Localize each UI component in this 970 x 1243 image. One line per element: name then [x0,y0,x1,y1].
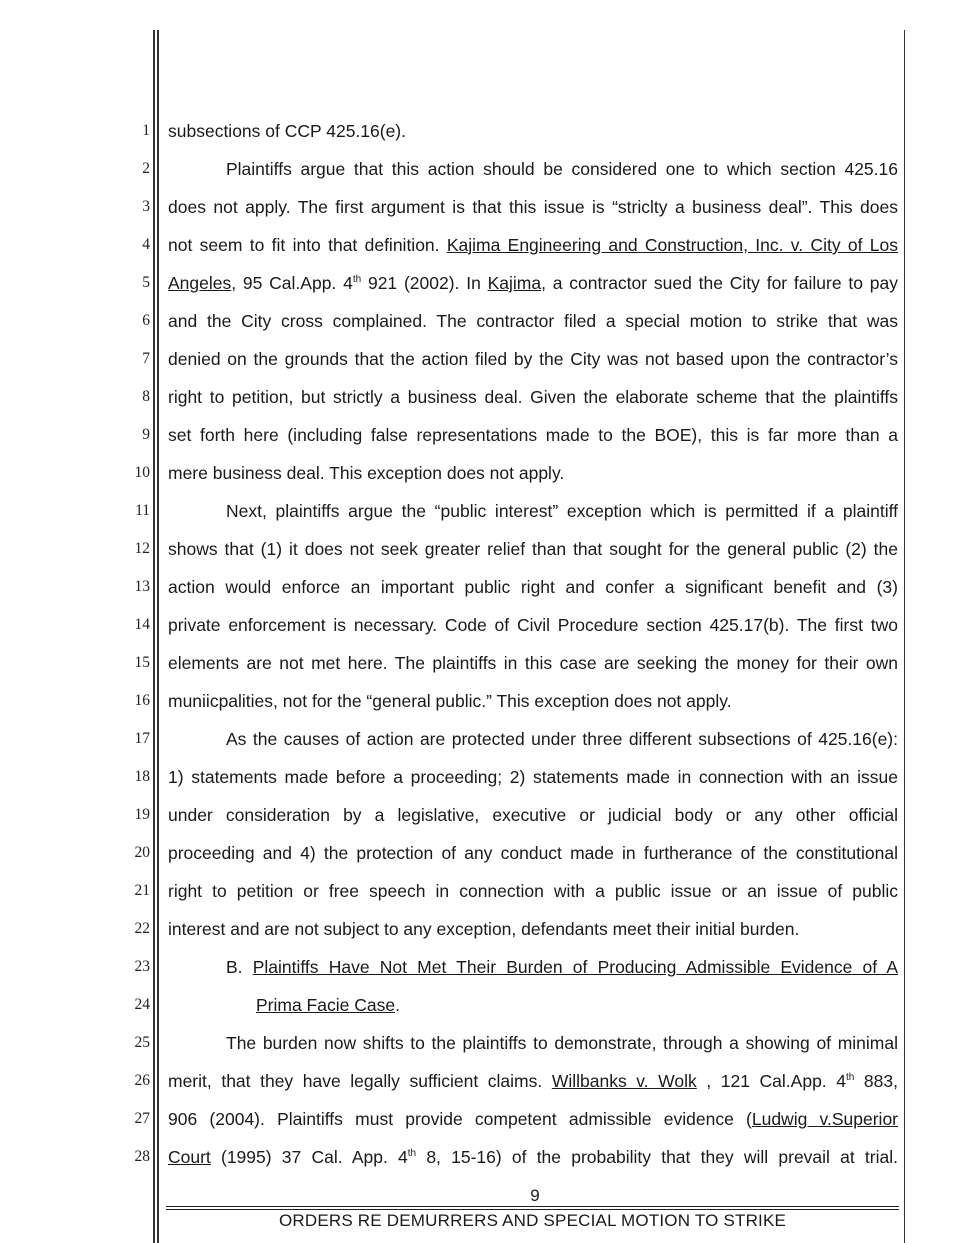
line-number: 28 [134,1148,150,1165]
line-number: 18 [134,768,150,785]
case-citation-kajima-short: Kajima [487,273,542,293]
text-line-11: Next, plaintiffs argue the “public interest” exception which is permitted if a plaintiff [226,501,898,521]
footer-rule [166,1206,899,1207]
line-number: 27 [134,1110,150,1127]
text-line-18: 1) statements made before a proceeding; 2) statements made in connection with an issue [168,767,898,787]
line-number: 7 [142,350,150,367]
text-line-5: Angeles, 95 Cal.App. 4th 921 (2002). In Kajima, a contractor sued the City for failure to pay [168,273,898,293]
text-line-12: shows that (1) it does not seek greater relief than that sought for the general public (2) the [168,539,898,559]
line-number: 14 [134,616,150,633]
text-line-27: 906 (2004). Plaintiffs must provide competent admissible evidence (Ludwig v.Superior [168,1109,899,1129]
line-number: 23 [134,958,150,975]
line-number: 17 [134,730,150,747]
text-line-13: action would enforce an important public right and confer a significant benefit and (3) [168,577,898,597]
line-number: 25 [134,1034,150,1051]
footer-title: ORDERS RE DEMURRERS AND SPECIAL MOTION TO STRIKE [278,1211,787,1230]
line-number: 16 [134,692,150,709]
line-number: 1 [142,122,150,139]
line-number: 13 [134,578,150,595]
line-number: 11 [135,502,150,519]
line-number: 21 [134,882,150,899]
section-heading-b-cont: Prima Facie Case. [256,995,400,1015]
text-line-10: mere business deal. This exception does not apply. [168,463,565,483]
right-margin-rule [904,30,905,1243]
case-citation-kajima: Kajima Engineering and Construction, Inc. v. City of Los [446,235,899,255]
text-line-9: set forth here (including false representations made to the BOE), this is far more than a [168,425,898,445]
line-number: 15 [134,654,150,671]
text-line-14: private enforcement is necessary. Code of Civil Procedure section 425.17(b). The first two [168,615,898,635]
text-line-15: elements are not met here. The plaintiffs in this case are seeking the money for their own [168,653,898,673]
case-citation-willbanks: Willbanks v. Wolk [551,1071,697,1091]
case-citation-ludwig: Ludwig v.Superior [751,1109,899,1129]
text-line-28: Court (1995) 37 Cal. App. 4th 8, 15-16) of the probability that they will prevail at trial. [168,1147,898,1167]
case-citation-angeles: Angeles [168,273,232,293]
line-number: 22 [134,920,150,937]
line-number: 20 [134,844,150,861]
text-line-7: denied on the grounds that the action filed by the City was not based upon the contractor’s [168,349,898,369]
text-line-20: proceeding and 4) the protection of any conduct made in furtherance of the constitutional [168,843,898,863]
section-heading-b: B. Plaintiffs Have Not Met Their Burden of Producing Admissible Evidence of A [226,957,898,977]
line-number: 5 [142,274,150,291]
line-number: 6 [142,312,150,329]
text-line-17: As the causes of action are protected under three different subsections of 425.16(e): [226,729,898,749]
text-line-3: does not apply. The first argument is that this issue is “striclty a business deal”. This does [168,197,898,217]
line-number: 10 [134,464,150,481]
text-line-26: merit, that they have legally sufficient claims. Willbanks v. Wolk , 121 Cal.App. 4th 883, [168,1071,898,1091]
text-line-19: under consideration by a legislative, executive or judicial body or any other official [168,805,898,825]
text-line-2: Plaintiffs argue that this action should be considered one to which section 425.16 [226,159,898,179]
line-number: 12 [134,540,150,557]
text-line-4: not seem to fit into that definition. Kajima Engineering and Construction, Inc. v. City of Los [168,235,899,255]
left-margin-rule-inner [157,30,159,1243]
text-line-6: and the City cross complained. The contractor filed a special motion to strike that was [168,311,898,331]
text-line-1: subsections of CCP 425.16(e). [168,121,407,141]
text-line-25: The burden now shifts to the plaintiffs to demonstrate, through a showing of minimal [226,1033,898,1053]
footer-rule-inner [166,1209,899,1210]
text-line-16: muniicpalities, not for the “general public.” This exception does not apply. [168,691,732,711]
page-number: 9 [530,1186,540,1205]
line-number: 24 [134,996,150,1013]
text-line-22: interest and are not subject to any exception, defendants meet their initial burden. [168,919,800,939]
text-line-8: right to petition, but strictly a business deal. Given the elaborate scheme that the plaintiffs [168,387,898,407]
text-line-21: right to petition or free speech in connection with a public issue or an issue of public [168,881,898,901]
line-number: 9 [142,426,150,443]
line-number: 4 [142,236,150,253]
line-number: 8 [142,388,150,405]
case-citation-court: Court [168,1147,211,1167]
line-number: 26 [134,1072,150,1089]
line-number: 3 [142,198,150,215]
line-number: 19 [134,806,150,823]
left-margin-rule [153,30,155,1243]
line-number: 2 [142,160,150,177]
